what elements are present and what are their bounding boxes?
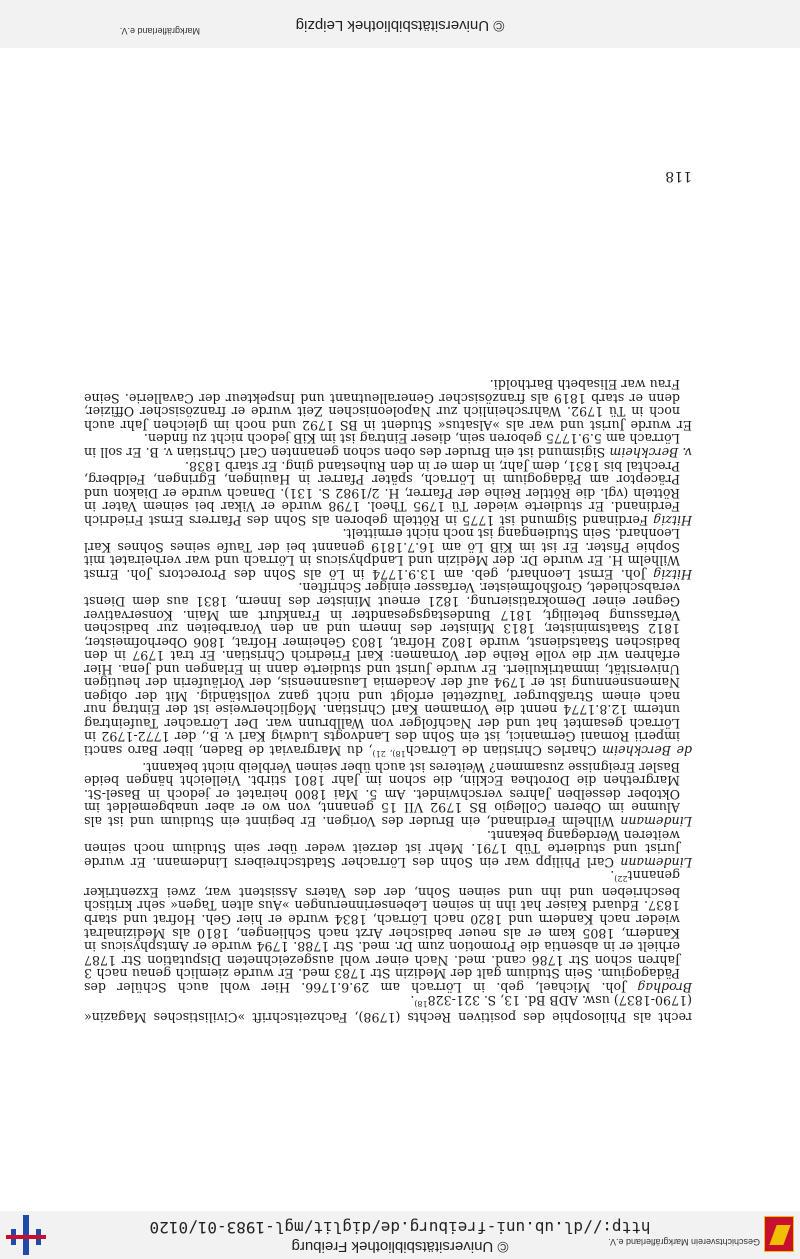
paragraph: recht als Philosophie des positiven Rechts (1798), Fachzeitschrift »Civilistisches Magazin« (1790-1837) usw. ADB Bd. 13, S. 321-328$^{18)}$. <box>84 993 692 1025</box>
entry-berckheim-sigismund: v. Berckheim Sigismund ist ein Bruder des oben schon genannten Carl Christian v. B. Er soll in Lörrach am 5.9.1775 geboren sein, dieser Eintrag ist im KiB jedoch nicht zu finden. <box>84 431 692 461</box>
entry-hitzig-ferdinand: Hitzig Ferdinand Sigmund ist 1775 in Rötteln geboren als Sohn des Pfarrers Ernst Friedrich Ferdinand. Er studierte wieder Tü 1795 Theol. 1798 wurde er Vikar bei seinem Vater in Rötteln (vgl. die Röttler Reihe der Pfarrer, H. 2/1982 S. 131). Danach wurde er Diakon und Präceptor am Pädagogium in Lörrach, später Pfarrer in Hauingen, Egringen, Feldberg, Prechtal bis 1831, dem Jahr, in dem er in den Ruhestand ging. Er starb 1838. <box>84 458 692 528</box>
entry-berckheim-charles: de Berckheim Charles Christian de Lörrach$^{18), 21)}$, du Margraviat de Baden, liber Baro sancti imperii Romani Germanici, ist ein Sohn des Landvogts Ludwig Karl v. B., der 1772-1792 in Lörrach gesamtet hat und der Nachfolger von Wallbrunn war. Der Lörracher Taufeintrag unterm 12.8.1774 nennt die Vornamen Karl Christian. Möglicherweise ist der Eintrag nur nach einem Straßburger Taufzettel erfolgt und nicht ganz vollständig. Mit der obigen Namensnennung ist er 1794 auf der Academia Lausannensis, der Vorläuferin der heutigen Universität, immatrikuliert. Er wurde Jurist und studierte dann in Erlangen und Jena. Hier erfahren wir die volle Reihe der Vornamen: Karl Friedrich Christian. Er trat 1797 in den badischen Staatsdienst, wurde 1802 Hofrat, 1803 Geheimer Hofrat, 1806 Oberhofmeister, 1812 Staatsminister, 1813 Minister des Innern und an den Vorarbeiten zur badischen Verfassung beteiligt, 1817 Bundestagsgesandter in Frankfurt am Main. Konservativer Gegner einer Demokratisierung. 1821 erneut Minister des Innern, 1831 aus dem Dienst verabschiedet, Großhofmeister. Verfasser einiger Schriften. <box>84 580 692 759</box>
partner-label: Geschichtsverein Markgräflerland e.V. <box>608 1237 760 1247</box>
university-logo-icon <box>6 1215 46 1255</box>
entry-lindemann-wilhelm: Lindemann Wilhelm Ferdinand, ein Bruder des Vorigen. Er beginnt ein Studium und ist als Alumne im Oberen Collegio BS 1792 VII 15 genannt, von wo er aber unabgemeldet im Oktober desselben Jahres verschwindet. Am 5. Mai 1800 heiratet er jedoch in Basel-St. Margrethen die Dorothea Ecklin, die schon im Jahr 1801 stirbt. Vielleicht hängen beide Basler Ereignisse zusammen? Weiteres ist auch über seinen Verbleib nicht bekannt. <box>84 759 692 829</box>
entry-hitzig-johann: Hitzig Joh. Ernst Leonhard, geb. am 13.9.1774 in Lö als Sohn des Prorectors Joh. Ernst Wilhelm H. Er wurde Dr. der Medizin und Landphysicus in Lörrach und war verheiratet mit Sophie Pfister. Er ist im KiB Lö am 16.7.1819 genannt bei der Taufe seines Sohnes Karl Leonhard. Sein Studiengang ist noch nicht ermittelt. <box>84 526 692 582</box>
source-url[interactable]: http://dl.ub.uni-freiburg.de/diglit/mgl-1983-01/0120 <box>149 1218 651 1237</box>
entry-berckheim-sigismund-cont: Er wurde Jurist und war als »Alsatus« Student in BS 1792 und noch im gleichen Jahr auch noch in Tü 1792. Wahrscheinlich zur Napoleonischen Zeit wurde er französischer Offizier, denn er starb 1819 als französischer Generalleutnant und Inspekteur der Cavallerie. Seine Frau war Elisabeth Bartholdi. <box>84 377 692 433</box>
document-body <box>84 378 692 1024</box>
library-footer <box>0 0 800 48</box>
footer-copyright: © Universitätsbibliothek Leipzig <box>295 17 505 34</box>
library-header <box>0 1211 800 1259</box>
page-number: 118 <box>665 168 692 184</box>
copyright-text: © Universitätsbibliothek Freiburg <box>291 1238 509 1255</box>
entry-brodhag: Brodhag Joh. Michael, geb. in Lörrach am 29.6.1766. Hier wohl auch Schüler des Pädagogium. Sein Studium galt der Medizin Str 1783 med. Er wurde ziemlich genau nach 3 Jahren schon Str 1786 cand. med. Nach einer wohl ausgezeichneten Disputation Str 1787 erhielt er in absentia die Promotion zum Dr. med. Str 1788. 1794 wurde er Amtsphysicus in Kandern, 1805 kam er als neuer badischer Arzt nach Schliengen, 1810 als Medizinalrat wieder nach Kandern und 1820 nach Lörrach, 1834 wurde er hier Geh. Hofrat und starb 1837. Eduard Kaiser hat ihn in seinen Lebenserinnerungen »Aus alten Tagen« sehr kritisch beschrieben und ihn und seinen Sohn, der des Vaters Assistent war, zwei Exzentriker genannt$^{22)}$. <box>84 868 692 995</box>
entry-lindemann-carl: Lindemann Carl Philipp war ein Sohn des Lörracher Stadtschreibers Lindemann. Er wurde Jurist und studierte Tüb 1791. Mehr ist derzeit weder über sein Studium noch seinen weiteren Werdegang bekannt. <box>84 827 692 870</box>
footer-partner: Markgräflerland e.V. <box>119 26 200 36</box>
